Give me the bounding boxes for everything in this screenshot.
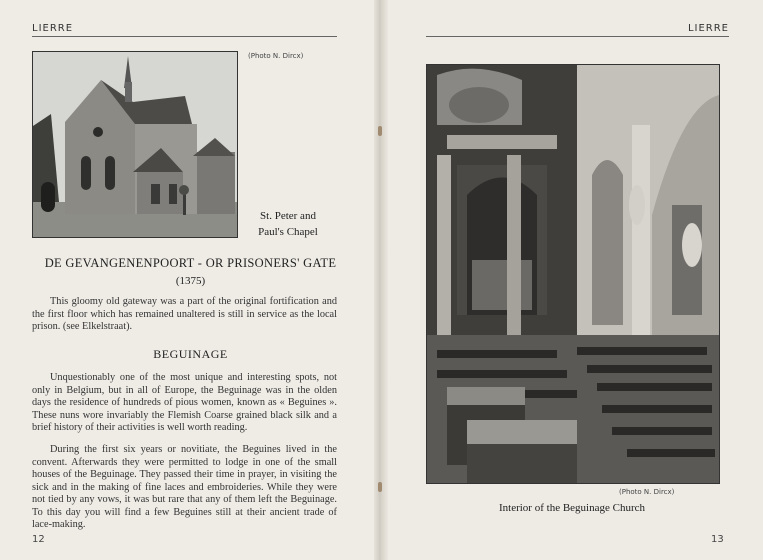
header-rule-right xyxy=(426,36,729,37)
church-interior-photo xyxy=(426,64,720,484)
right-page xyxy=(381,0,763,560)
beguinage-paragraph-1: Unquestionably one of the most unique and interesting spots, not only in Belgium, but in all of Europe, the Beguinage was in the olden days the residence of hundreds of pious women, known as « Beguines ». These nuns wore invariably the Flemish Coarse grained black silk and a brief history of their activities is well worth reading. xyxy=(32,372,337,433)
page-number-right: 13 xyxy=(711,534,724,545)
chapel-caption xyxy=(238,208,338,240)
running-head-right: LIERRE xyxy=(687,23,729,34)
binding-staple-bottom xyxy=(378,482,382,492)
chapel-caption-line2: Paul's Chapel xyxy=(258,226,318,238)
chapel-caption-line1: St. Peter and xyxy=(260,210,316,222)
church-interior-caption: Interior of the Beguinage Church xyxy=(498,502,645,514)
photo-credit-left: (Photo N. Dircx) xyxy=(248,52,304,60)
book-gutter xyxy=(374,0,388,560)
section-year: (1375) xyxy=(175,275,206,287)
photo-credit-right: (Photo N. Dircx) xyxy=(619,488,675,496)
chapel-photo xyxy=(32,51,238,238)
binding-staple-top xyxy=(378,126,382,136)
chapel-illustration xyxy=(33,52,237,237)
header-rule-left xyxy=(32,36,337,37)
running-head-left: LIERRE xyxy=(32,23,74,34)
prisoners-gate-text: This gloomy old gateway was a part of the original fortification and the first floor which has remained unaltered is still in service as the local prison. (see Elkelstraat). xyxy=(32,296,337,332)
beguinage-paragraph-2: During the first six years or novitiate, the Beguines lived in the convent. Afterwards they were permitted to lodge in one of the small houses of the Beguinage. They passed their time in prayer, in visiting the sick and in the making of fine laces and embroideries. While they were not tied by any vows, it was but rare that any of them left the Beguinage. To this day you will find a few Beguines still at their ancient trade of lace-making. xyxy=(32,444,337,530)
section-heading-beguinage: BEGUINAGE xyxy=(153,347,228,361)
section-heading-prisoners-gate: DE GEVANGENENPOORT - OR PRISONERS' GATE xyxy=(44,256,337,270)
left-page xyxy=(0,0,381,560)
page-number-left: 12 xyxy=(32,534,45,545)
church-interior-illustration xyxy=(427,65,719,483)
